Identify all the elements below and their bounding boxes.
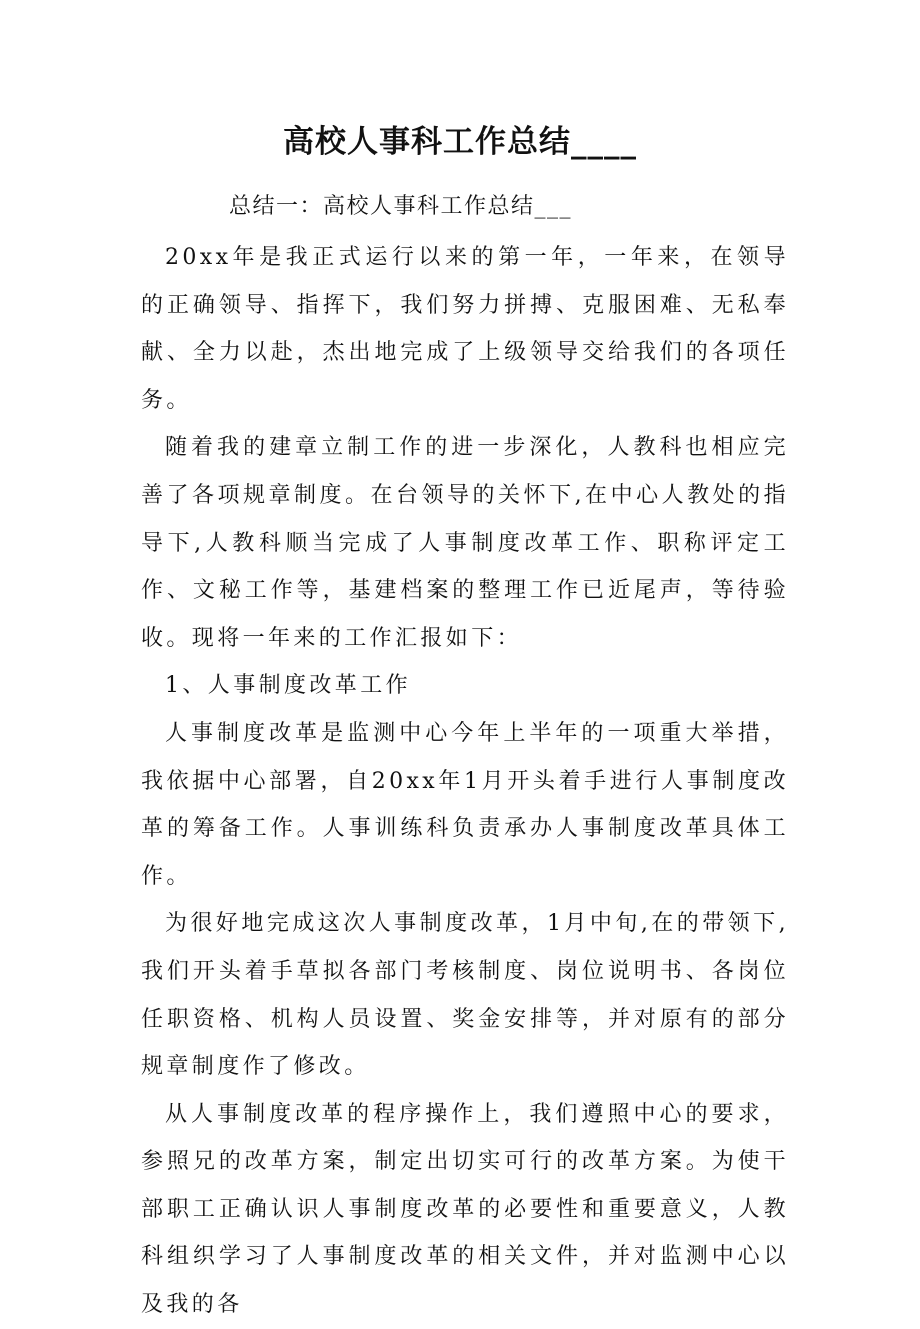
paragraph-2: 随着我的建章立制工作的进一步深化，人教科也相应完善了各项规章制度。在台领导的关怀下,在中心人教处的指导下,人教科顺当完成了人事制度改革工作、职称评定工作、文秘工作等，基建档案的整理工作已近尾声，等待验收。现将一年来的工作汇报如下： — [141, 435, 789, 651]
document-body — [141, 234, 789, 1329]
paragraph-1: 20xx年是我正式运行以来的第一年，一年来，在领导的正确领导、指挥下，我们努力拼搏、克服困难、无私奉献、全力以赴，杰出地完成了上级领导交给我们的各项任务。 — [141, 245, 789, 413]
document-title: 高校人事科工作总结____ — [283, 124, 637, 160]
paragraph-5: 从人事制度改革的程序操作上，我们遵照中心的要求，参照兄的改革方案，制定出切实可行的改革方案。为使干部职工正确认识人事制度改革的必要性和重要意义，人教科组织学习了人事制度改革的相关文件，并对监测中心以及我的各 — [141, 1101, 789, 1318]
paragraph-3: 人事制度改革是监测中心今年上半年的一项重大举措，我依据中心部署，自20xx年1月开头着手进行人事制度改革的筹备工作。人事训练科负责承办人事制度改革具体工作。 — [141, 720, 789, 889]
paragraph-4: 为很好地完成这次人事制度改革，1月中旬,在的带领下,我们开头着手草拟各部门考核制度、岗位说明书、各岗位任职资格、机构人员设置、奖金安排等，并对原有的部分规章制度作了修改。 — [141, 911, 789, 1080]
section-heading-1: 1、人事制度改革工作 — [165, 673, 411, 699]
document-subtitle: 总结一：高校人事科工作总结___ — [229, 194, 573, 219]
